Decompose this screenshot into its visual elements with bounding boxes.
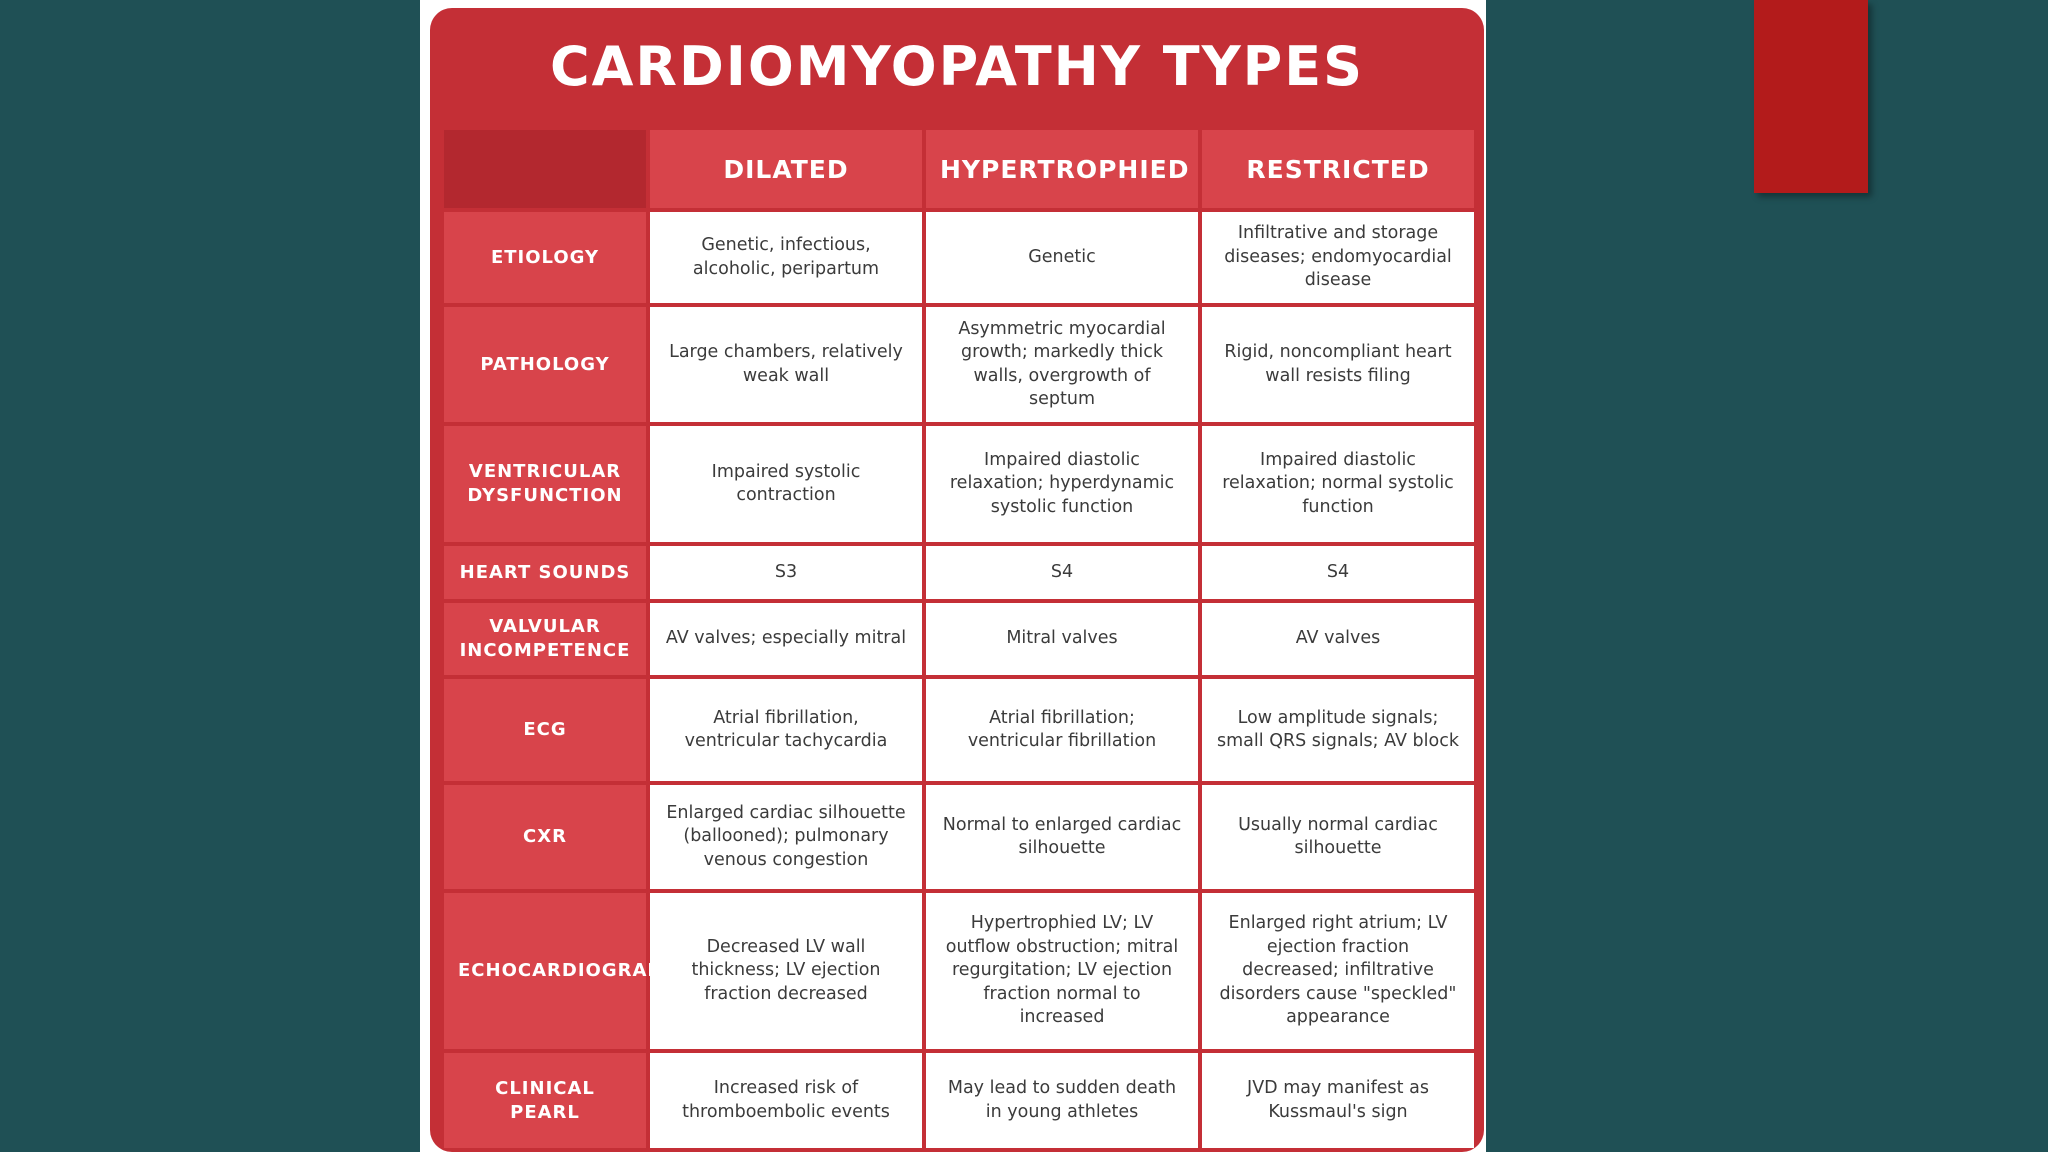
cell-etiology-dilated: Genetic, infectious, alcoholic, peripartum: [650, 212, 922, 303]
cell-cxr-dilated: Enlarged cardiac silhouette (ballooned); pulmonary venous congestion: [650, 785, 922, 889]
table-row: [444, 785, 1474, 889]
cardiomyopathy-table-card: [430, 8, 1484, 1152]
cell-heart-sounds-hypertrophied: S4: [926, 546, 1198, 599]
cell-echo-restricted: Enlarged right atrium; LV ejection fraction decreased; infiltrative disorders cause "speckled" appearance: [1202, 893, 1474, 1049]
card-title: CARDIOMYOPATHY TYPES: [549, 35, 1365, 98]
cell-etiology-restricted: Infiltrative and storage diseases; endomyocardial disease: [1202, 212, 1474, 303]
row-header-valvular-incompetence: VALVULAR INCOMPETENCE: [444, 603, 646, 675]
row-header-pathology: PATHOLOGY: [444, 307, 646, 422]
cell-etiology-hypertrophied: Genetic: [926, 212, 1198, 303]
row-header-clinical-pearl: CLINICAL PEARL: [444, 1053, 646, 1148]
cell-pathology-dilated: Large chambers, relatively weak wall: [650, 307, 922, 422]
corner-cell: [444, 130, 646, 208]
cell-ecg-dilated: Atrial fibrillation, ventricular tachycardia: [650, 679, 922, 781]
table-row: [444, 893, 1474, 1049]
cell-ventricular-restricted: Impaired diastolic relaxation; normal systolic function: [1202, 426, 1474, 542]
table-row: [444, 426, 1474, 542]
row-header-echocardiogram: ECHOCARDIOGRAM: [444, 893, 646, 1049]
cell-pathology-hypertrophied: Asymmetric myocardial growth; markedly thick walls, overgrowth of septum: [926, 307, 1198, 422]
cell-heart-sounds-restricted: S4: [1202, 546, 1474, 599]
cell-cxr-hypertrophied: Normal to enlarged cardiac silhouette: [926, 785, 1198, 889]
cell-valvular-restricted: AV valves: [1202, 603, 1474, 675]
row-header-ecg: ECG: [444, 679, 646, 781]
cell-pearl-hypertrophied: May lead to sudden death in young athletes: [926, 1053, 1198, 1148]
row-header-heart-sounds: HEART SOUNDS: [444, 546, 646, 599]
row-header-cxr: CXR: [444, 785, 646, 889]
cell-echo-dilated: Decreased LV wall thickness; LV ejection fraction decreased: [650, 893, 922, 1049]
column-header-restricted: RESTRICTED: [1202, 130, 1474, 208]
table-row: [444, 1053, 1474, 1148]
table-row: [444, 212, 1474, 303]
row-header-ventricular-dysfunction: VENTRICULAR DYSFUNCTION: [444, 426, 646, 542]
cell-ventricular-dilated: Impaired systolic contraction: [650, 426, 922, 542]
cell-valvular-dilated: AV valves; especially mitral: [650, 603, 922, 675]
accent-block: [1754, 0, 1868, 193]
cell-valvular-hypertrophied: Mitral valves: [926, 603, 1198, 675]
header-row: [444, 130, 1474, 208]
table-row: [444, 546, 1474, 599]
cell-heart-sounds-dilated: S3: [650, 546, 922, 599]
column-header-dilated: DILATED: [650, 130, 922, 208]
table-row: [444, 603, 1474, 675]
table-row: [444, 679, 1474, 781]
cell-pearl-restricted: JVD may manifest as Kussmaul's sign: [1202, 1053, 1474, 1148]
comparison-table: [440, 126, 1478, 1152]
table-row: [444, 307, 1474, 422]
row-header-etiology: ETIOLOGY: [444, 212, 646, 303]
cell-pearl-dilated: Increased risk of thromboembolic events: [650, 1053, 922, 1148]
cell-ecg-restricted: Low amplitude signals; small QRS signals; AV block: [1202, 679, 1474, 781]
cell-ecg-hypertrophied: Atrial fibrillation; ventricular fibrillation: [926, 679, 1198, 781]
cell-pathology-restricted: Rigid, noncompliant heart wall resists filing: [1202, 307, 1474, 422]
column-header-hypertrophied: HYPERTROPHIED: [926, 130, 1198, 208]
cell-ventricular-hypertrophied: Impaired diastolic relaxation; hyperdynamic systolic function: [926, 426, 1198, 542]
cell-echo-hypertrophied: Hypertrophied LV; LV outflow obstruction; mitral regurgitation; LV ejection fraction normal to increased: [926, 893, 1198, 1049]
cell-cxr-restricted: Usually normal cardiac silhouette: [1202, 785, 1474, 889]
